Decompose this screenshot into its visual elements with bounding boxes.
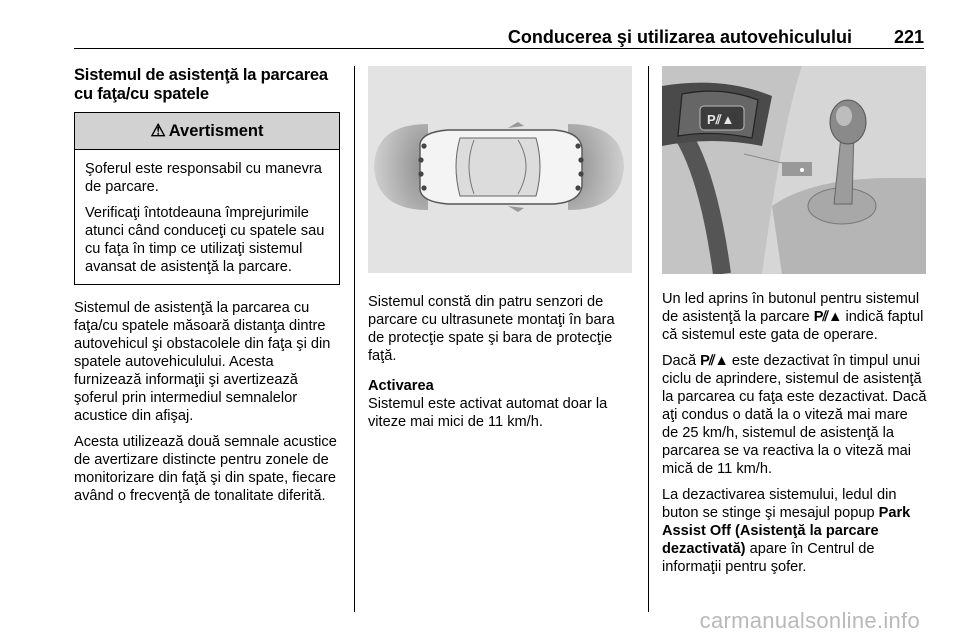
page-number: 221 [893,27,924,47]
car-top-view [420,122,582,212]
body-paragraph-4: Un led aprins în butonul pentru sistemul de asistenţă la parcare P⫽▲ indică faptul că sistemul este gata de operare. [662,291,924,343]
warning-body [75,150,339,284]
body-paragraph-1: Sistemul de asistenţă la parcarea cu faţa/cu spatele măsoară distanţa dintre autovehicul şi obstacolele din faţa şi din spatele autovehiculului. Acesta furnizează informaţii şi avertizează şoferul prin intermediul semnalelor acustice din afişaj. [74,300,331,424]
body-paragraph-6: La dezactivarea sistemului, ledul din buton se stinge şi mesajul popup Park Assist Off (Asistenţă la parcare dezactivată) apare în Centrul de informaţii pentru şofer. [662,487,911,575]
car-sensor-illustration [368,66,632,273]
warning-header [75,113,339,150]
watermark: carmanualsonline.info [699,608,920,633]
column-left [74,66,340,513]
column-divider-1 [354,66,355,612]
column-divider-2 [648,66,649,612]
warning-title: Avertisment [168,122,264,140]
popup-message-name: Park Assist Off (Asistenţă la parcare dezactivată) [662,505,911,557]
activation-text: Sistemul este activat automat doar la viteze mai mici de 11 km/h. [368,396,608,430]
body-paragraph-2: Acesta utilizează două semnale acustice de avertizare distincte pentru zonele de monitorizare din faţă şi din spate, fiecare având o frecvenţă de tonalitate diferită. [74,434,337,504]
section-title: Sistemul de asistenţă la parcarea cu faţa/cu spatele [74,66,328,103]
body-paragraph-3: Sistemul constă din patru senzori de parcare cu ultrasunete montaţi în bara de protecţie spate şi bara de protecţie faţă. [368,294,615,364]
body-paragraph-5: Dacă P⫽▲ este dezactivat în timpul unui ciclu de aprindere, sistemul de asistenţă la parcarea cu faţa este dezactivat. Dacă aţi condus o dată la o viteză mai mare de 25 km/h, sistemul de asistenţă la parcarea se va reactiva la o viteză mai mică de 11 km/h. [662,353,927,477]
page-header [74,22,924,49]
warning-box [74,112,340,285]
column-right [662,66,928,584]
activation-title: Activarea [368,378,434,394]
park-assist-button-symbol: P⫽▲ [813,309,842,325]
park-assist-button-photo [662,66,926,274]
button-symbol-in-photo: P⫽▲ [707,112,735,127]
header-title: Conducerea şi utilizarea autovehiculului [507,27,852,47]
warning-icon: ⚠ [150,121,166,140]
warning-paragraph-1: Şoferul este responsabil cu manevra de parcare. [85,161,322,195]
warning-paragraph-2: Verificaţi întotdeauna împrejurimile atunci când conduceţi cu spatele sau cu faţa în timp ce utilizaţi sistemul avansat de asistenţă la parcare. [85,205,325,275]
column-middle [368,66,634,439]
park-assist-button-symbol-2: P⫽▲ [700,353,728,369]
